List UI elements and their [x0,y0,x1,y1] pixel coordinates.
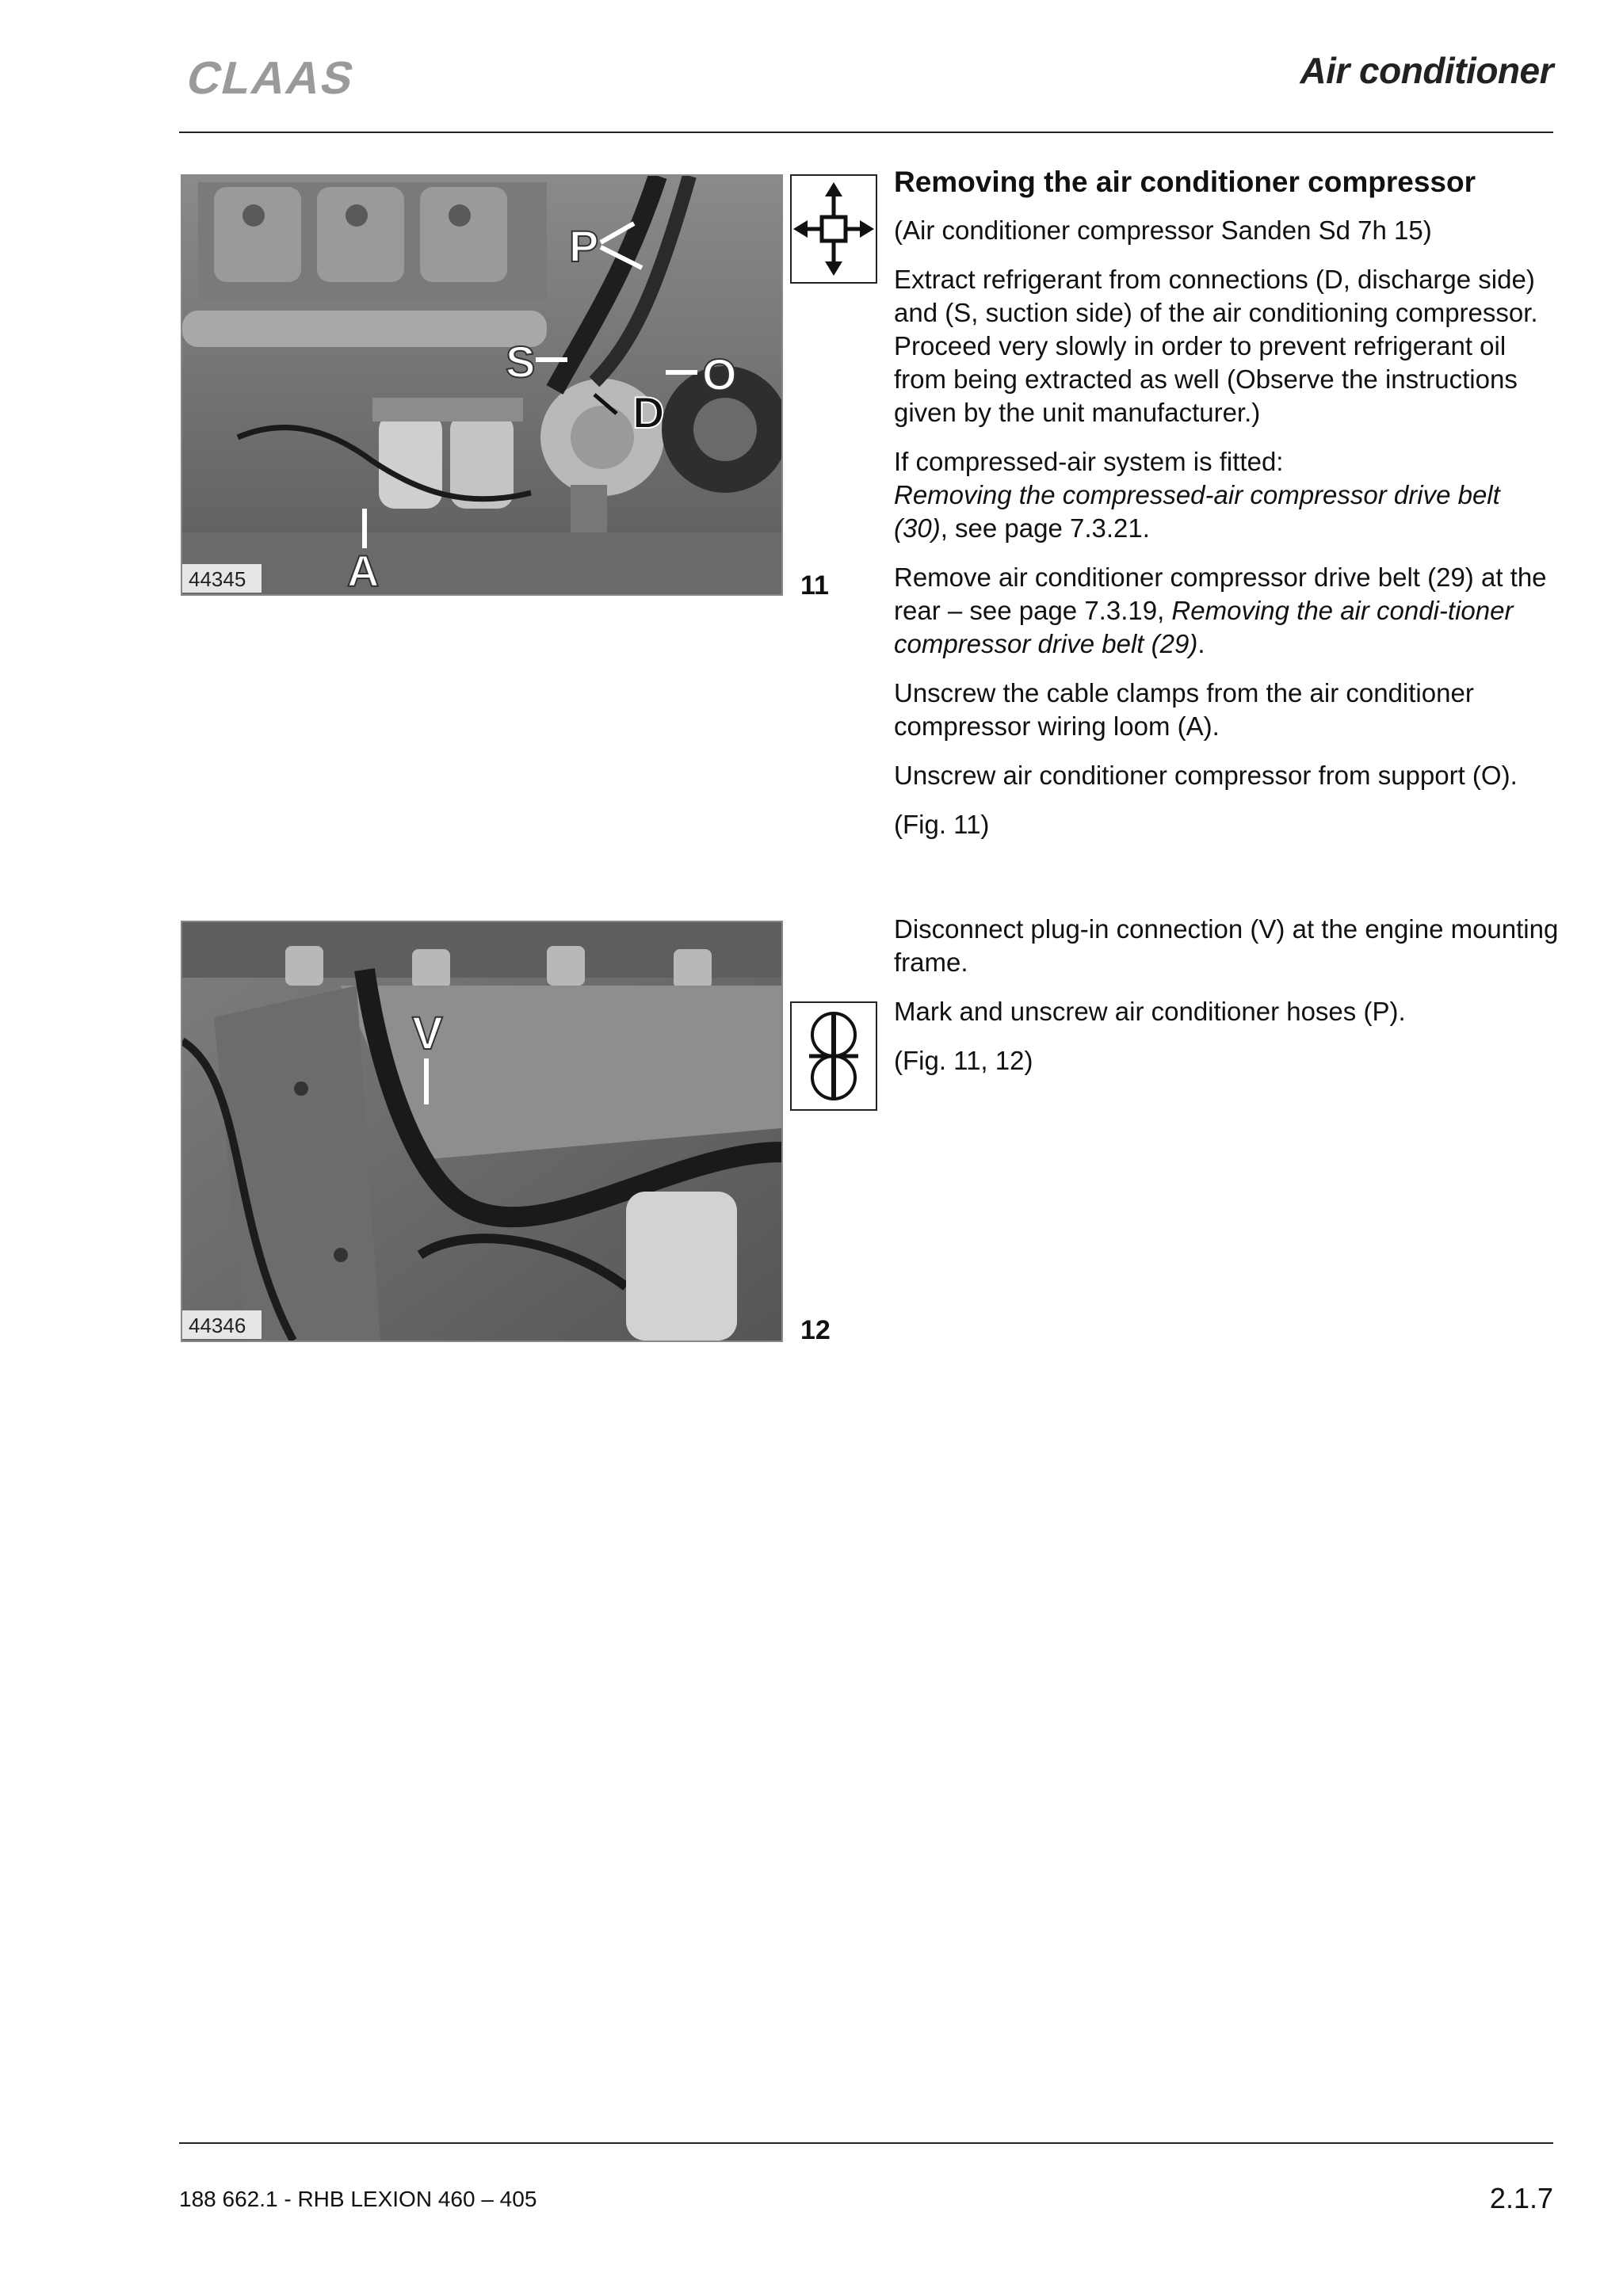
section-title: Air conditioner [1300,50,1553,91]
callout-o: O [702,349,737,399]
claas-logo-mark [179,51,385,101]
disconnect-plug-step: Disconnect plug-in connection (V) at the engine mounting frame. [894,914,1559,977]
compressed-air-reference: Removing the compressed-air compressor drive belt (30) [894,480,1500,543]
figure-reference: (Fig. 11) [894,810,990,839]
footer-divider [179,2142,1553,2144]
figure-11-image-id: 44345 [189,567,246,591]
compressed-air-page-ref: , see page 7.3.21. [940,513,1150,543]
drive-belt-text: Remove air conditioner compressor drive belt (29) at the rear – see page 7.3.19, [894,563,1547,625]
figure-11-number: 11 [800,570,829,601]
callout-p: P [569,221,599,271]
callout-d: D [632,387,665,437]
compressor-model-note: (Air conditioner compressor Sanden Sd 7h 15) [894,215,1432,245]
unscrew-support-step: Unscrew air conditioner compressor from support (O). [894,761,1518,790]
footer-page-number: 2.1.7 [1489,2182,1553,2214]
pipe-connection-icon [790,1001,877,1111]
extract-refrigerant-step: Extract refrigerant from connections (D, discharge side) and (S, suction side) of the air conditioning compressor. Proceed very slowly in order to prevent refrigerant oil from being extracted as well (Observe the instructions given by the unit manufacturer.) [894,265,1538,427]
callout-a: A [347,546,380,594]
drive-belt-tail: . [1197,629,1205,658]
figure-12-number: 12 [800,1315,831,1345]
figure-reference-2: (Fig. 11, 12) [894,1046,1033,1075]
unscrew-hoses-step: Mark and unscrew air conditioner hoses (P). [894,997,1406,1026]
drive-belt-step [894,561,1560,661]
figure-12-image-id: 44346 [189,1314,246,1337]
drive-belt-reference: Removing the air condi-tioner compressor drive belt (29) [894,596,1514,658]
header-divider [179,132,1553,133]
compressed-air-step [894,445,1560,545]
brand-wordmark: CLAAS [181,52,361,101]
removal-arrows-icon [790,174,877,284]
section-remove-compressor [894,165,1560,857]
section-disconnect-hoses [894,913,1560,1093]
callout-v: V [412,1008,443,1059]
claas-logo [179,51,385,101]
compressed-air-condition: If compressed-air system is fitted: [894,447,1284,476]
figure-11-photo [181,174,783,596]
section-heading: Removing the air conditioner compressor [894,166,1476,198]
callout-s: S [506,337,536,387]
footer-document-ref: 188 662.1 - RHB LEXION 460 – 405 [179,2187,537,2211]
cable-clamps-step: Unscrew the cable clamps from the air conditioner compressor wiring loom (A). [894,678,1474,741]
figure-12-photo [181,921,783,1342]
